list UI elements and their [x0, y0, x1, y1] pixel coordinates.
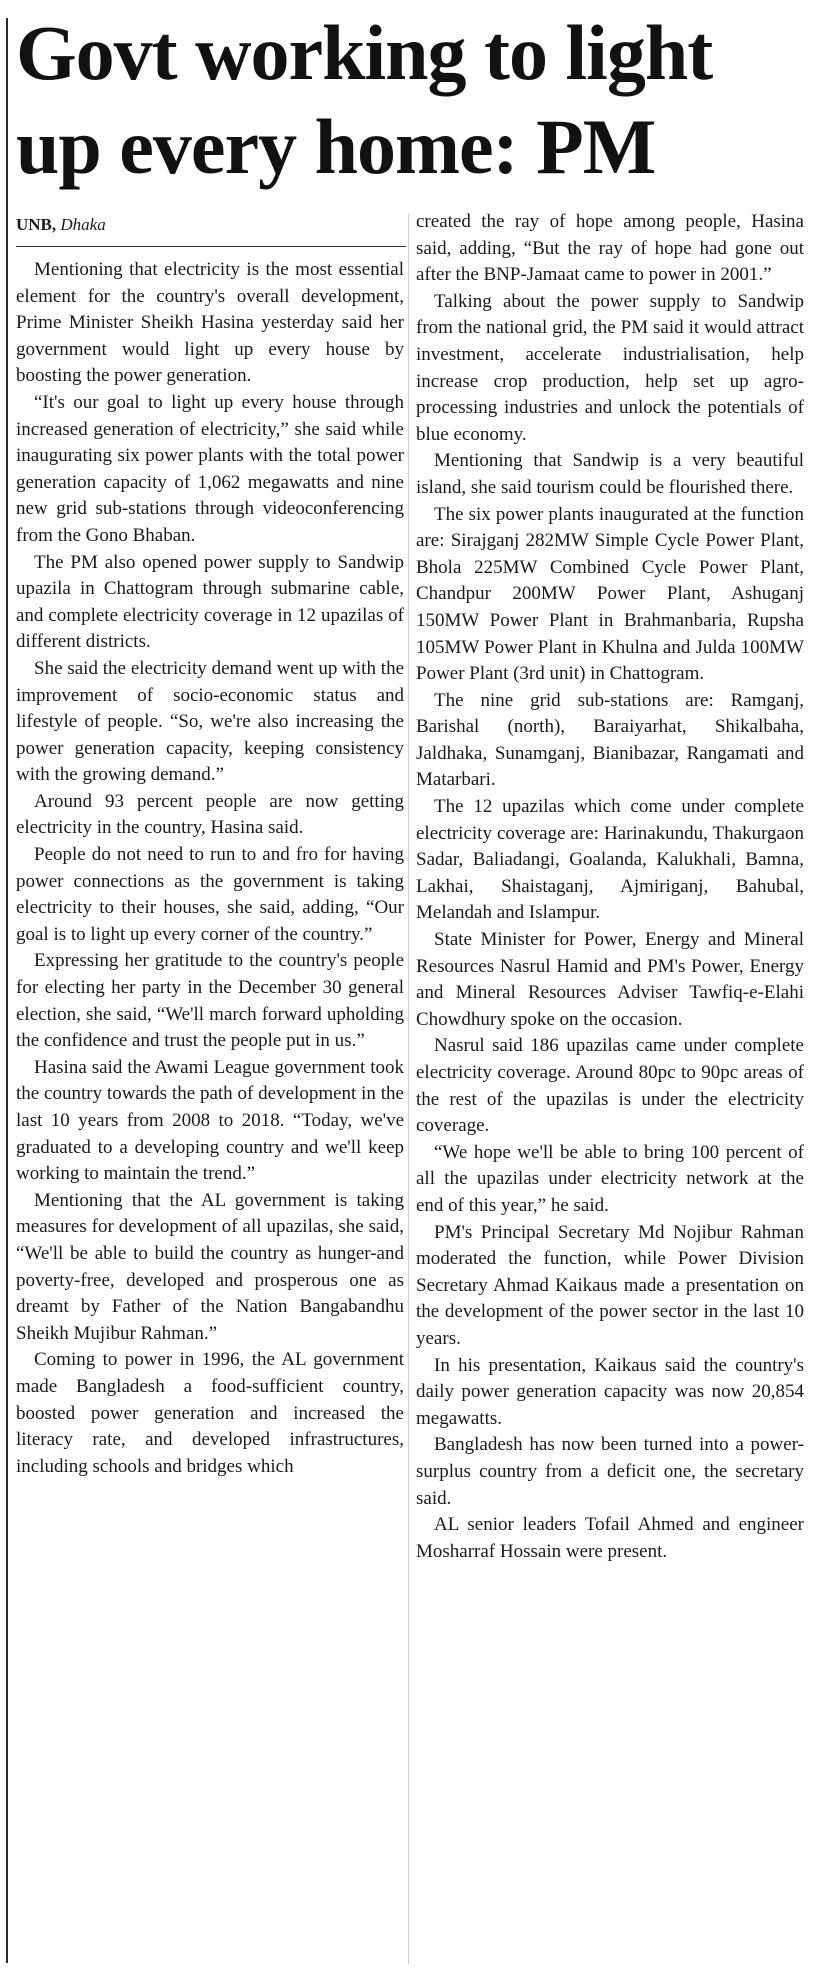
paragraph: In his presentation, Kaikaus said the country's daily power generation capacity was now 20,854 megawatts.: [416, 1354, 804, 1429]
paragraph: Nasrul said 186 upazilas came under complete electricity coverage. Around 80pc to 90pc areas of the rest of the upazilas is under the electricity coverage.: [416, 1035, 804, 1137]
right-column: [416, 209, 804, 1565]
headline: Govt working to light up every home: PM: [16, 9, 713, 190]
paragraph: Around 93 percent people are now getting electricity in the country, Hasina said.: [16, 790, 404, 839]
paragraph: Expressing her gratitude to the country's people for electing her party in the December 30 general election, she said, “We'll march forward upholding the confidence and trust the people put in us.”: [16, 950, 404, 1052]
paragraph: PM's Principal Secretary Md Nojibur Rahman moderated the function, while Power Division Secretary Ahmad Kaikaus made a presentation on the development of the power sector in the last 10 years.: [416, 1221, 804, 1349]
paragraph: Mentioning that Sandwip is a very beautiful island, she said tourism could be flourished there.: [416, 450, 804, 498]
paragraph: She said the electricity demand went up with the improvement of socio-economic status and lifestyle of people. “So, we're also increasing the power generation capacity, keeping consistency with the growing demand.”: [16, 657, 404, 786]
paragraph: Mentioning that electricity is the most essential element for the country's overall development, Prime Minister Sheikh Hasina yesterday said her government would light up every house by boosting the power generation.: [16, 259, 404, 387]
paragraph: Talking about the power supply to Sandwip from the national grid, the PM said it would attract investment, accelerate industrialisation, help increase crop production, help set up agro-processing industries and unlock the potentials of blue economy.: [416, 290, 804, 445]
byline-place: Dhaka: [60, 215, 106, 234]
paragraph: “We hope we'll be able to bring 100 percent of all the upazilas under electricity network at the end of this year,” he said.: [416, 1141, 804, 1216]
paragraph: Coming to power in 1996, the AL government made Bangladesh a food-sufficient country, boosted power generation and increased the literacy rate, and developed infrastructures, including schools and bridges which: [16, 1349, 404, 1477]
left-column: [16, 257, 404, 1480]
paragraph: The six power plants inaugurated at the function are: Sirajganj 282MW Simple Cycle Power Plant, Bhola 225MW Combined Cycle Power Plant, Chandpur 200MW Power Plant, Ashuganj 150MW Power Plant in Brahmanbaria, Rupsha 105MW Power Plant in Khulna and Julda 100MW Power Plant (3rd unit) in Chattogram.: [416, 503, 804, 685]
paragraph: Mentioning that the AL government is taking measures for development of all upazilas, she said, “We'll be able to build the country as hunger-and poverty-free, developed and prosperous one as dreamt by Father of the Nation Bangabandhu Sheikh Mujibur Rahman.”: [16, 1189, 404, 1344]
byline-divider: [16, 246, 406, 247]
paragraph: The nine grid sub-stations are: Ramganj, Barishal (north), Baraiyarhat, Shikalbaha, Jaldhaka, Sunamganj, Bianibazar, Rangamati and Matarbari.: [416, 689, 804, 791]
paragraph: Bangladesh has now been turned into a power-surplus country from a deficit one, the secretary said.: [416, 1434, 804, 1509]
paragraph: Hasina said the Awami League government took the country towards the path of development in the last 10 years from 2008 to 2018. “Today, we've graduated to a developing country and we'll keep working to maintain the trend.”: [16, 1056, 404, 1185]
paragraph: “It's our goal to light up every house through increased generation of electricity,” she said while inaugurating six power plants with the total power generation capacity of 1,062 megawatts and nine new grid sub-stations through videoconferencing from the Gono Bhaban.: [16, 391, 404, 546]
paragraph: State Minister for Power, Energy and Mineral Resources Nasrul Hamid and PM's Power, Energy and Mineral Resources Adviser Tawfiq-e-Elahi Chowdhury spoke on the occasion.: [416, 929, 804, 1030]
column-divider: [408, 214, 409, 1964]
paragraph: created the ray of hope among people, Hasina said, adding, “But the ray of hope had gone out after the BNP-Jamaat came to power in 2001.”: [416, 211, 804, 286]
byline-agency: UNB,: [16, 215, 57, 234]
paragraph: The PM also opened power supply to Sandwip upazila in Chattogram through submarine cable, and complete electricity coverage in 12 upazilas of different districts.: [16, 551, 404, 653]
byline: [16, 214, 106, 236]
paragraph: AL senior leaders Tofail Ahmed and engineer Mosharraf Hossain were present.: [416, 1514, 804, 1562]
left-column-rule: [6, 18, 8, 1963]
paragraph: People do not need to run to and fro for having power connections as the government is taking electricity to their houses, she said, adding, “Our goal is to light up every corner of the country.”: [16, 844, 404, 945]
paragraph: The 12 upazilas which come under complete electricity coverage are: Harinakundu, Thakurgaon Sadar, Baliadangi, Goalanda, Kalukhali, Bamna, Lakhai, Shaistaganj, Ajmiriganj, Bahubal, Melandah and Islampur.: [416, 796, 804, 924]
